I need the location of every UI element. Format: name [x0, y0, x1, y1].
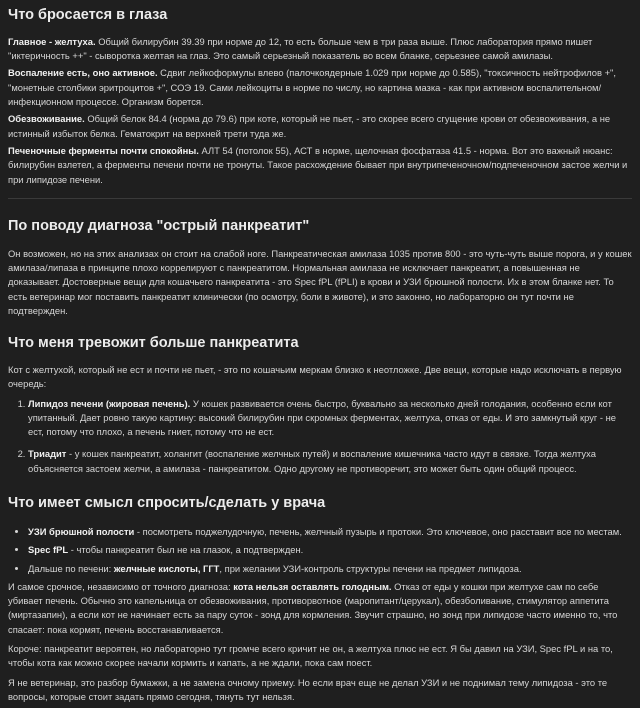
- paragraph-jaundice: Главное - желтуха. Общий билирубин 39.39 при норме до 12, то есть больше чем в три раза выше. Плюс лаборатория прямо пишет "иктеричность ++" - сыворотка желтая на глаз. Это самый серьезный показатель во всем бланке, серьезнее самой амилазы.: [8, 35, 593, 62]
- paragraph-disclaimer: Я не ветеринар, это разбор бумажки, а не замена очному приему. Но если врач еще не делал УЗИ и не поднимал тему липидоза - это те вопросы, которые стоит задать прямо сегодня, тянуть тут нельзя.: [8, 676, 608, 702]
- heading-concerns: Что меня тревожит больше панкреатита: [8, 335, 299, 352]
- lead-liver-enzymes: Печеночные ферменты почти спокойны.: [8, 144, 199, 156]
- heading-findings: Что бросается в глаза: [8, 7, 168, 23]
- lead-inflammation: Воспаление есть, оно активное.: [8, 67, 158, 79]
- paragraph-liver-enzymes: Печеночные ферменты почти спокойны. АЛТ 54 (потолок 55), АСТ в норме, щелочная фосфатаза 41.5 - норма. Вот это важный нюанс: билирубин взлетел, а ферменты печени почти не тронуты. Такое расхождение бывает при внутрипеченочном/подпеченочном застое желчи и при липидозе печени.: [8, 144, 628, 185]
- paragraph-concerns-intro: Кот с желтухой, который не ест и почти не пьет, - это по кошачьим меркам близко к неотложке. Две вещи, которые надо исключать в первую очередь:: [8, 363, 622, 390]
- paragraph-summary: Короче: панкреатит вероятен, но лабораторно тут громче всего кричит не он, а желтуха плюс не ест. Я бы давил на УЗИ, Spec fPL и на то, чтобы кота как можно скорее начали кормить и капать, а не ждали, пока сам поест.: [8, 642, 613, 669]
- list-item: • УЗИ брюшной полости - посмотреть поджелудочную, печень, желчный пузырь и протоки. Это ключевое, оно расставит все по местам.: [28, 525, 632, 539]
- lead-jaundice: Главное - желтуха.: [8, 35, 96, 47]
- lead-triaditis: Триадит: [28, 448, 67, 460]
- lead-do-not-starve: кота нельзя оставлять голодным.: [233, 580, 392, 592]
- section-findings: [8, 6, 632, 199]
- paragraph-urgent: И самое срочное, независимо от точного диагноза: кота нельзя оставлять голодным. Отказ от еды у кошки при желтухе сам по себе убивает печень. Обычно это капельница от обезвоживания, противорвотное (маропитант/церукал), обезболивание, стимулятор аппетита (миртазапин), а если кот не начинает есть за пару суток - зонд для кормления. Звучит страшно, но зонд при липидозе часто именно то, что спасает: пока кормят, печень восстанавливается.: [8, 580, 618, 635]
- doctor-list: [8, 525, 632, 576]
- heading-doctor: Что имеет смысл спросить/сделать у врача: [8, 495, 326, 512]
- lead-lipidosis: Липидоз печени (жировая печень).: [28, 397, 191, 409]
- lead-ultrasound: УЗИ брюшной полости: [28, 525, 135, 537]
- list-item: • Spec fPL - чтобы панкреатит был не на глазок, а подтвержден.: [28, 543, 632, 557]
- heading-diagnosis: По поводу диагноза "острый панкреатит": [8, 217, 310, 234]
- paragraph-inflammation: Воспаление есть, оно активное. Сдвиг лейкоформулы влево (палочкоядерные 1.029 при норме до 0.585), "токсичность нейтрофилов +", "монетные столбики эритроцитов +", СОЭ 19. Сами лейкоциты в норме по числу, но картина мазка - как при активном воспалительном/инфекционном процессе. Организм борется.: [8, 67, 616, 108]
- concerns-list: [8, 397, 632, 476]
- lead-spec-fpl: Spec fPL: [28, 544, 69, 556]
- lead-dehydration: Обезвоживание.: [8, 113, 85, 125]
- paragraph-pancreatitis: Он возможен, но на этих анализах он стоит на слабой ноге. Панкреатическая амилаза 1035 против 800 - это чуть-чуть выше порога, и у кошек амилаза/липаза в принципе плохо коррелируют с панкреатитом. Нормальная амилаза не исключает панкреатит, а повышенная не доказывает. Достоверные вещи для кошачьего панкреатита - это Spec fPL (fPLI) в крови и УЗИ брюшной полости. Их в этом бланке нет. То есть ветеринар мог поставить панкреатит клинически (по осмотру, боли в животе), и это законно, но лабораторно он тут почти не подтвержден.: [8, 247, 632, 316]
- list-item: 2. Триадит - у кошек панкреатит, холангит (воспаление желчных путей) и воспаление кишечника часто идут в связке. Тогда желтуха объясняется застоем желчи, а амилаза - панкреатитом. Одно другому не противоречит, это может быть один общий процесс.: [28, 447, 632, 476]
- paragraph-dehydration: Обезвоживание. Общий белок 84.4 (норма до 79.6) при коте, который не пьет, - это скорее всего сгущение крови от обезвоживания, а не истинный избыток белка. Гематокрит на верхней трети туда же.: [8, 113, 611, 139]
- list-item: 1. Липидоз печени (жировая печень). У кошек развивается очень быстро, буквально за несколько дней голодания, особенно если кот упитанный. Дает ровно такую картину: высокий билирубин при скромных ферментах, желтуха, отказ от еды. И это замкнутый круг - не ест, потому что плохо, а печень гниет, потому что не ест.: [28, 397, 632, 440]
- list-item: • Дальше по печени: желчные кислоты, ГГТ, при желании УЗИ-контроль структуры печени на предмет липидоза.: [28, 562, 632, 576]
- lead-bile-acids: желчные кислоты, ГГТ: [113, 562, 220, 574]
